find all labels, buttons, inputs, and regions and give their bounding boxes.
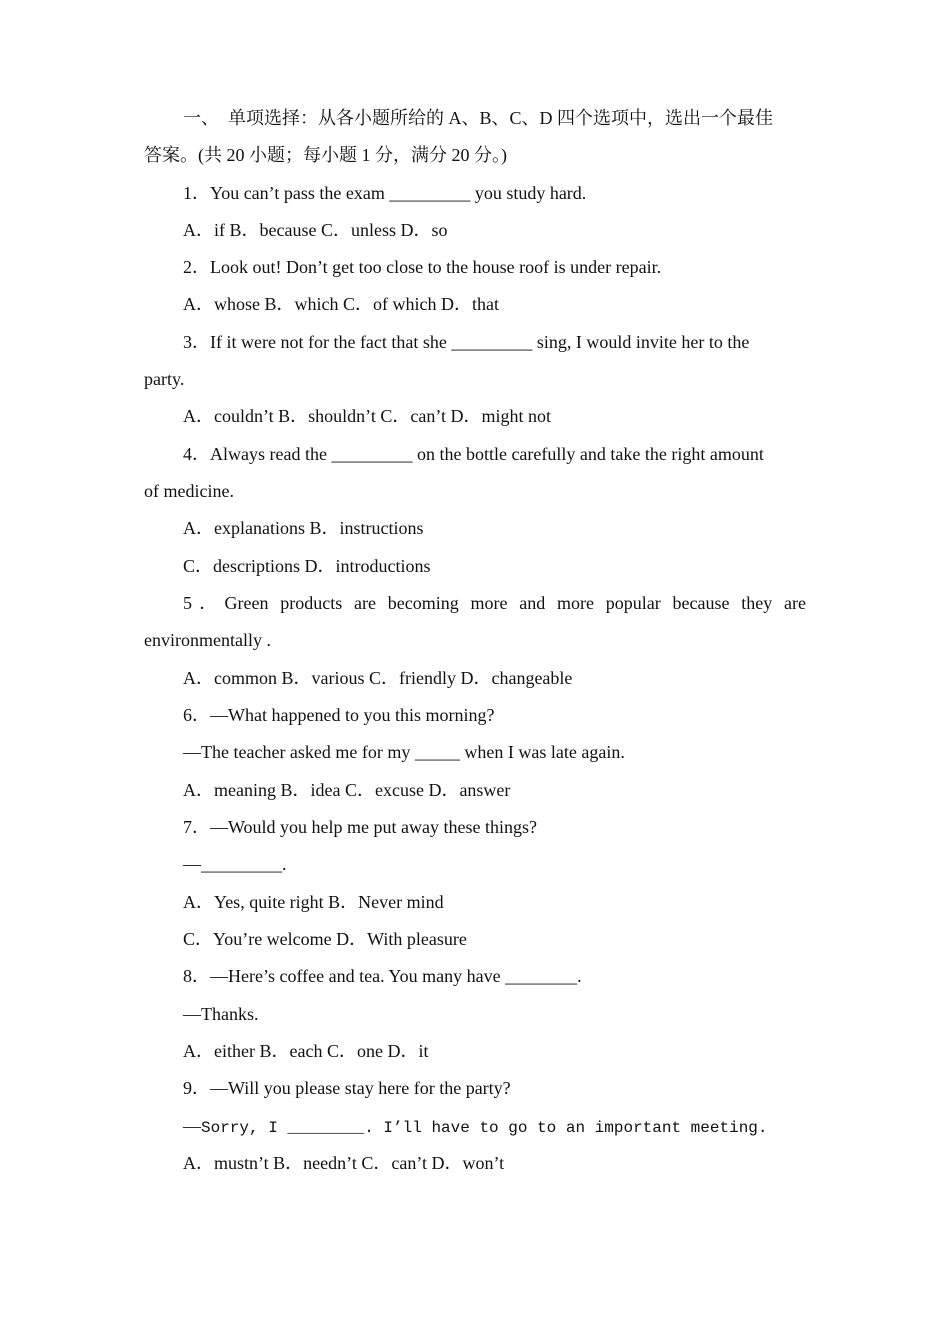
section-heading-line-2: 答案。(共 20 小题；每小题 1 分，满分 20 分。) bbox=[144, 145, 507, 165]
question-9-reply bbox=[183, 1115, 768, 1139]
question-2-options: A．whose B．which C．of which D．that bbox=[183, 294, 499, 314]
question-5-stem-line-2: environmentally . bbox=[144, 630, 271, 650]
question-7-stem: 7．—Would you help me put away these things? bbox=[183, 817, 537, 837]
question-3-options: A．couldn’t B．shouldn’t C．can’t D．might not bbox=[183, 406, 551, 426]
question-4-stem-line-2: of medicine. bbox=[144, 481, 234, 501]
question-1-stem: 1．You can’t pass the exam _________ you study hard. bbox=[183, 183, 587, 203]
question-8-stem: 8．—Here’s coffee and tea. You many have ________. bbox=[183, 966, 582, 986]
question-8-reply: —Thanks. bbox=[183, 1004, 259, 1024]
question-6-stem: 6．—What happened to you this morning? bbox=[183, 705, 495, 725]
question-2-stem: 2．Look out! Don’t get too close to the house roof is under repair. bbox=[183, 257, 662, 277]
question-7-options-line-1: A．Yes, quite right B．Never mind bbox=[183, 892, 444, 912]
question-3-stem-line-1: 3．If it were not for the fact that she _________ sing, I would invite her to the bbox=[183, 332, 750, 352]
question-1-options: A．if B．because C．unless D．so bbox=[183, 220, 448, 240]
section-heading-line-1: 一、 单项选择：从各小题所给的 A、B、C、D 四个选项中，选出一个最佳 bbox=[183, 108, 774, 128]
question-7-options-line-2: C．You’re welcome D．With pleasure bbox=[183, 929, 467, 949]
question-4-options-line-1: A．explanations B．instructions bbox=[183, 518, 424, 538]
question-6-reply: —The teacher asked me for my _____ when I was late again. bbox=[183, 742, 625, 762]
question-9-reply-text: Sorry, I ________. I’ll have to go to an important meeting. bbox=[201, 1119, 768, 1137]
question-9-stem: 9．—Will you please stay here for the party? bbox=[183, 1078, 511, 1098]
question-7-reply: —_________. bbox=[183, 854, 287, 874]
question-5-stem-line-1: 5．Green products are becoming more and more popular because they are bbox=[183, 593, 806, 613]
question-4-stem-line-1: 4．Always read the _________ on the bottle carefully and take the right amount bbox=[183, 444, 764, 464]
question-3-stem-line-2: party. bbox=[144, 369, 185, 389]
question-8-options: A．either B．each C．one D．it bbox=[183, 1041, 429, 1061]
question-9-options: A．mustn’t B．needn’t C．can’t D．won’t bbox=[183, 1153, 505, 1173]
question-5-options: A．common B．various C．friendly D．changeable bbox=[183, 668, 573, 688]
question-9-reply-dash: — bbox=[183, 1116, 201, 1136]
question-6-options: A．meaning B．idea C．excuse D．answer bbox=[183, 780, 511, 800]
question-4-options-line-2: C．descriptions D．introductions bbox=[183, 556, 431, 576]
